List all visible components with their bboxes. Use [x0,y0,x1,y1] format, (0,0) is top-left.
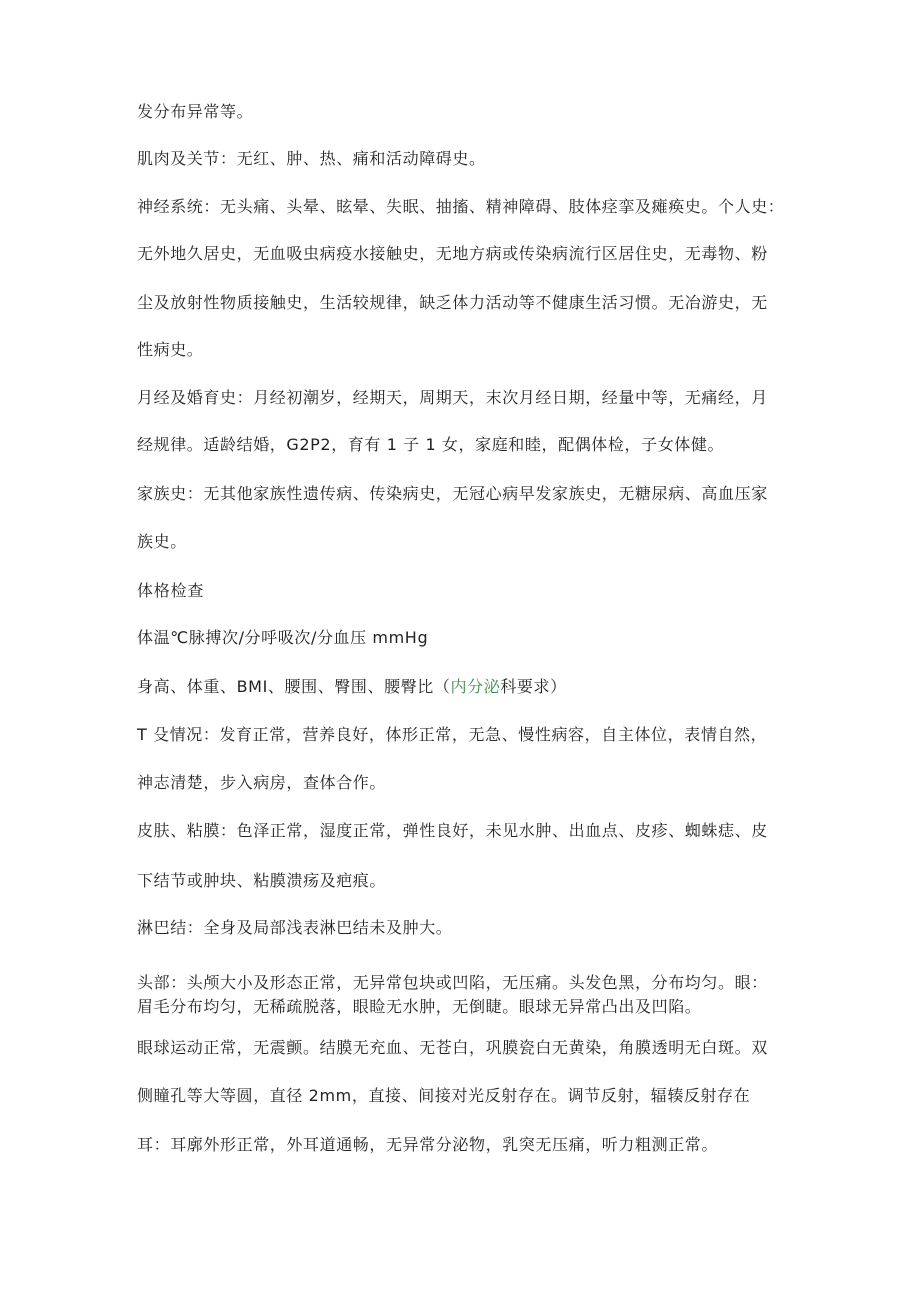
text-line [137,676,797,698]
text-line: 尘及放射性物质接触史，生活较规律，缺乏体力活动等不健康生活习惯。无冶游史，无 [137,293,768,312]
text-line: 下结节或肿块、粘膜溃疡及疤痕。 [137,871,387,890]
text-line: 淋巴结：全身及局部浅表淋巴结未及肿大。 [137,918,453,937]
text-line: 族史。 [137,532,187,551]
text-line: 月经及婚育史：月经初潮岁，经期天，周期天，末次月经日期，经量中等，无痛经，月 [137,388,768,407]
text-line: 眼球运动正常，无震颤。结膜无充血、无苍白，巩膜瓷白无黄染，角膜透明无白斑。双 [137,1038,768,1057]
text-line: 体温℃脉搏次/分呼吸次/分血压 mmHg [137,628,429,647]
text-line: 神经系统：无头痛、头晕、眩晕、失眠、抽搐、精神障碍、肢体痉挛及瘫痪史。个人史： [137,197,785,216]
text-line: 皮肤、粘膜：色泽正常，湿度正常，弹性良好，未见水肿、出血点、皮疹、蜘蛛痣、皮 [137,821,768,840]
text-line: 眉毛分布均匀，无稀疏脱落，眼睑无水肿，无倒睫。眼球无异常凸出及凹陷。 [137,997,702,1016]
text-line: 侧瞳孔等大等圆，直径 2mm，直接、间接对光反射存在。调节反射，辐辏反射存在 [137,1086,751,1105]
text-line: 性病史。 [137,340,204,359]
text-line: 肌肉及关节：无红、肿、热、痛和活动障碍史。 [137,149,486,168]
highlighted-term: 内分泌 [450,677,501,696]
text-line: 经规律。适龄结婚，G2P2，育有 1 子 1 女，家庭和睦，配偶体检，子女体健。 [137,435,725,454]
text-line: 发分布异常等。 [137,102,254,121]
text-line: 神志清楚，步入病房，查体合作。 [137,773,387,792]
section-heading: 体格检查 [137,581,205,600]
text-line: 耳：耳廓外形正常，外耳道通畅，无异常分泌物，乳突无压痛，听力粗测正常。 [137,1135,719,1154]
text-line: 家族史：无其他家族性遗传病、传染病史，无冠心病早发家族史，无糖尿病、高血压家 [137,484,768,503]
text-line: T 殳情况：发育正常，营养良好，体形正常，无急、慢性病容，自主体位，表情自然， [137,725,768,744]
text-line: 无外地久居史，无血吸虫病疫水接触史，无地方病或传染病流行区居住史，无毒物、粉 [137,244,768,263]
text-line: 头部：头颅大小及形态正常，无异常包块或凹陷，无压痛。头发色黑，分布均匀。眼： [137,973,768,992]
anthro-text: 身高、体重、BMI、腰围、臀围、腰臀比（ [137,677,451,696]
anthro-text-end: 科要求） [500,677,567,696]
